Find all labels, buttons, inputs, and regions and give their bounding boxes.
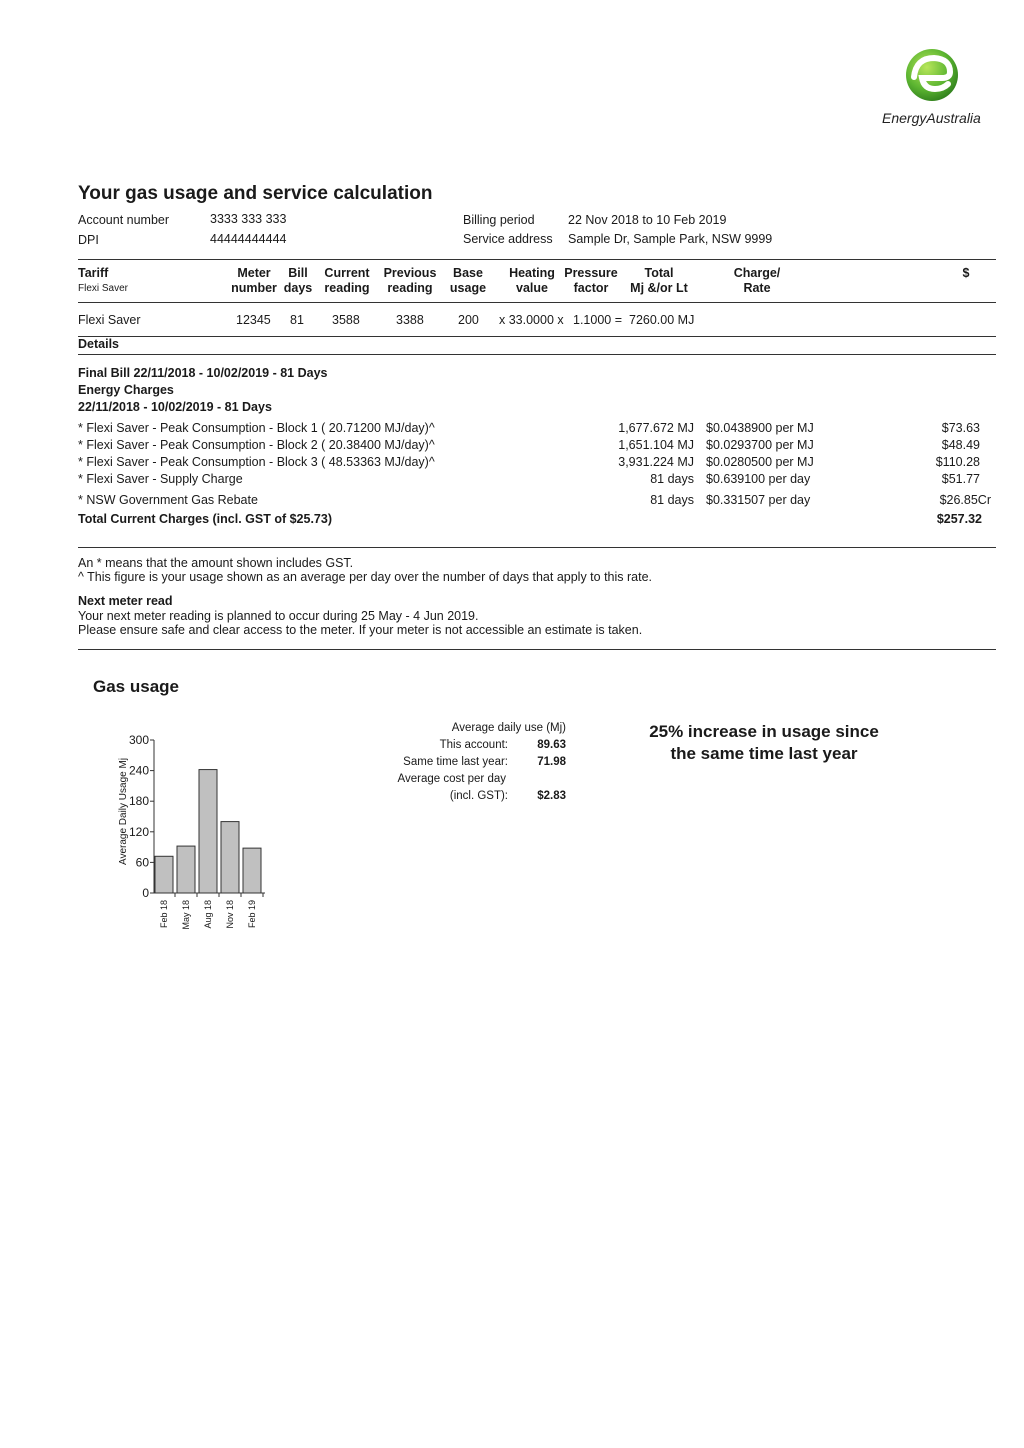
- details-heading: Details: [78, 337, 119, 351]
- service-address-label: Service address: [463, 232, 553, 246]
- divider: [78, 259, 996, 260]
- x-tick-label: Aug 18: [203, 900, 213, 929]
- bar: [177, 846, 195, 893]
- x-tick-label: May 18: [181, 900, 191, 930]
- divider: [78, 302, 996, 303]
- y-tick-label: 120: [128, 824, 149, 839]
- brand-name: EnergyAustralia: [882, 110, 981, 126]
- charge-rate: $0.0280500 per MJ: [706, 455, 814, 469]
- charge-quantity: 3,931.224 MJ: [618, 455, 694, 469]
- charge-line: [78, 472, 996, 489]
- account-number-label: Account number: [78, 213, 170, 227]
- charge-line: [78, 455, 996, 472]
- charge-description: * Flexi Saver - Supply Charge: [78, 472, 243, 486]
- gst-note: An * means that the amount shown includes GST.: [78, 556, 354, 570]
- avg-cost-label: Average cost per day: [397, 773, 506, 785]
- y-tick-label: 240: [128, 763, 149, 778]
- last-year-value: 71.98: [537, 756, 566, 768]
- bar: [199, 770, 217, 893]
- x-tick-label: Feb 19: [247, 900, 257, 929]
- charge-rate: $0.331507 per day: [706, 493, 811, 507]
- bar: [221, 822, 239, 893]
- divider: [78, 336, 996, 337]
- charge-quantity: 1,677.672 MJ: [618, 421, 694, 435]
- y-tick-label: 60: [135, 855, 149, 870]
- row-current-reading: 3588: [332, 313, 360, 327]
- charge-quantity: 81 days: [650, 493, 694, 507]
- header-tariff: Tariff Flexi Saver: [78, 266, 129, 294]
- charge-description: * Flexi Saver - Peak Consumption - Block 3 ( 48.53363 MJ/day)^: [78, 455, 435, 469]
- next-read-text: Your next meter reading is planned to occur during 25 May - 4 Jun 2019.: [78, 609, 479, 623]
- bar: [155, 856, 173, 893]
- header-pressure-factor: Pressure factor: [564, 266, 618, 295]
- charge-rate: $0.639100 per day: [706, 472, 811, 486]
- divider: [78, 354, 996, 355]
- charge-rate: $0.0438900 per MJ: [706, 421, 814, 435]
- row-heating-value: x 33.0000 x: [499, 313, 564, 327]
- header-base-usage: Base usage: [449, 266, 487, 295]
- x-tick-label: Nov 18: [225, 900, 235, 929]
- header-charge-rate: Charge/ Rate: [733, 266, 781, 295]
- account-number: 3333 333 333: [210, 212, 287, 226]
- total-label: Total Current Charges (incl. GST of $25.73): [78, 512, 332, 526]
- row-previous-reading: 3388: [396, 313, 424, 327]
- charge-amount: $73.63: [941, 421, 980, 435]
- row-total: 7260.00 MJ: [629, 313, 695, 327]
- avg-cost-label-incl-gst: (incl. GST):: [449, 790, 508, 802]
- y-tick-label: 300: [128, 733, 149, 747]
- row-tariff: Flexi Saver: [78, 313, 141, 327]
- y-tick-label: 180: [128, 794, 149, 809]
- charge-description: * NSW Government Gas Rebate: [78, 493, 258, 507]
- charge-quantity: 1,651.104 MJ: [618, 438, 694, 452]
- next-read-heading: Next meter read: [78, 594, 173, 608]
- charge-amount: $110.28: [935, 455, 980, 469]
- charge-line: [78, 438, 996, 455]
- avg-note: ^ This figure is your usage shown as an average per day over the number of days that apply to this rate.: [78, 570, 653, 584]
- gas-usage-heading: Gas usage: [93, 677, 179, 696]
- row-base-usage: 200: [458, 313, 479, 327]
- y-axis-label: Average Daily Usage Mj: [118, 757, 129, 866]
- x-tick-label: Feb 18: [159, 900, 169, 929]
- charge-amount: $26.85Cr: [939, 493, 991, 507]
- divider: [78, 547, 996, 548]
- y-tick-label: 0: [142, 886, 149, 900]
- this-account-value: 89.63: [537, 739, 566, 751]
- billing-period: 22 Nov 2018 to 10 Feb 2019: [568, 213, 727, 227]
- avg-daily-label: Average daily use (Mj): [451, 722, 566, 734]
- charge-line: [78, 421, 996, 438]
- period-heading: 22/11/2018 - 10/02/2019 - 81 Days: [78, 400, 272, 414]
- dpi-label: DPI: [78, 233, 99, 247]
- divider: [78, 649, 996, 650]
- bar: [243, 848, 261, 893]
- row-bill-days: 81: [290, 313, 304, 327]
- header-current-reading: Current reading: [324, 266, 370, 295]
- charge-amount: $51.77: [941, 472, 980, 486]
- usage-increase-highlight: 25% increase in usage since the same time last year: [649, 722, 879, 763]
- charge-description: * Flexi Saver - Peak Consumption - Block 2 ( 20.38400 MJ/day)^: [78, 438, 435, 452]
- row-pressure-factor: 1.1000 =: [573, 313, 623, 327]
- billing-period-label: Billing period: [463, 213, 535, 227]
- header-bill-days: Bill days: [283, 266, 313, 295]
- page-title: Your gas usage and service calculation: [78, 183, 433, 204]
- header-previous-reading: Previous reading: [383, 266, 437, 295]
- row-meter-number: 12345: [236, 313, 271, 327]
- header-dollar: $: [962, 266, 970, 280]
- header-meter-number: Meter number: [231, 266, 277, 295]
- charge-quantity: 81 days: [650, 472, 694, 486]
- energy-charges-heading: Energy Charges: [78, 383, 174, 397]
- charge-rate: $0.0293700 per MJ: [706, 438, 814, 452]
- usage-bar-chart: [110, 725, 280, 945]
- final-bill-heading: Final Bill 22/11/2018 - 10/02/2019 - 81 Days: [78, 366, 328, 380]
- total-line: [78, 512, 996, 529]
- header-total: Total Mj &/or Lt: [630, 266, 688, 295]
- dpi-value: 44444444444: [210, 232, 287, 246]
- avg-cost-value: $2.83: [537, 790, 566, 802]
- service-address: Sample Dr, Sample Park, NSW 9999: [568, 232, 773, 246]
- total-amount: $257.32: [936, 512, 982, 526]
- charge-line: [78, 493, 996, 510]
- next-read-access: Please ensure safe and clear access to the meter. If your meter is not accessible an estimate is taken.: [78, 623, 643, 637]
- header-heating-value: Heating value: [509, 266, 555, 295]
- charge-amount: $48.49: [941, 438, 980, 452]
- this-account-label: This account:: [439, 739, 508, 751]
- charge-description: * Flexi Saver - Peak Consumption - Block 1 ( 20.71200 MJ/day)^: [78, 421, 435, 435]
- last-year-label: Same time last year:: [403, 756, 508, 768]
